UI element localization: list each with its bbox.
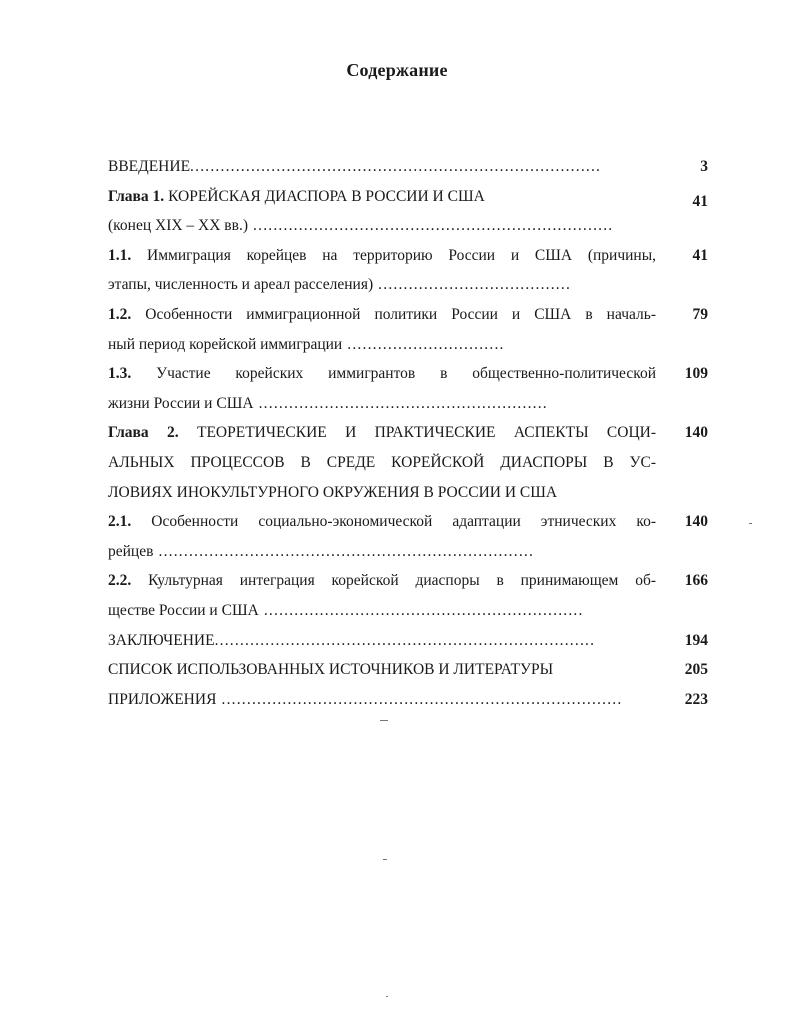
toc-entry-section-2-2[interactable] <box>108 566 708 625</box>
toc-dot-leader: ............................... <box>342 335 505 353</box>
toc-line <box>108 478 656 508</box>
toc-entry-title: Участие корейских иммигрантов в общественно-политической <box>156 365 656 383</box>
toc-line <box>108 211 656 241</box>
toc-line <box>108 330 656 360</box>
toc-dot-leader: .......................................................................... <box>153 542 535 560</box>
toc-page-number: 41 <box>692 192 708 210</box>
toc-line <box>108 152 656 182</box>
toc-dot-leader: ................................................................................. <box>190 158 602 175</box>
scan-speck <box>749 523 752 524</box>
toc-line <box>108 389 656 419</box>
toc-line <box>108 418 656 448</box>
toc-page-number: 79 <box>692 305 708 323</box>
toc-entry-title-cont: жизни России и США <box>108 394 254 412</box>
page-title: Содержание <box>346 60 448 80</box>
toc-line <box>108 300 656 330</box>
toc-dot-leader: ...................................... <box>373 276 572 294</box>
toc-entry-title: ТЕОРЕТИЧЕСКИЕ И ПРАКТИЧЕСКИЕ АСПЕКТЫ СОЦИ- <box>196 424 656 442</box>
toc-page-number: 140 <box>684 513 708 531</box>
toc-page-number: 3 <box>700 158 708 175</box>
toc-entry-number: 1.3. <box>108 365 132 383</box>
toc-entry-number: 1.2. <box>108 305 132 323</box>
toc-line <box>108 507 656 537</box>
toc-line <box>108 359 656 389</box>
toc-entry-title: Культурная интеграция корейской диаспоры в принимающем об- <box>148 572 656 590</box>
toc-entry-title-cont: (конец XIX – XX вв.) <box>108 217 248 235</box>
toc-line <box>108 182 656 212</box>
toc-entry-title-cont: ществе России и США <box>108 601 259 619</box>
toc-page-number: 223 <box>684 690 708 708</box>
toc-line <box>108 241 656 271</box>
toc-entry-section-2-1[interactable] <box>108 507 708 566</box>
toc-entry-title: КОРЕЙСКАЯ ДИАСПОРА В РОССИИ И США <box>168 187 485 205</box>
toc-page-number: 41 <box>692 246 708 264</box>
toc-dot-leader: ............................................................................... <box>216 690 623 708</box>
scan-speck <box>383 859 387 860</box>
toc-dot-leader: ......................................................... <box>253 394 548 412</box>
toc-entry-appendices[interactable] <box>108 685 708 715</box>
toc-entry-number: Глава 2. <box>108 424 179 442</box>
toc-entry-section-1-1[interactable] <box>108 241 708 300</box>
toc-page-number: 205 <box>684 661 708 679</box>
toc-entry-title-cont: АЛЬНЫХ ПРОЦЕССОВ В СРЕДЕ КОРЕЙСКОЙ ДИАСПОРЫ В УС- <box>108 453 656 471</box>
toc-entry-title: СПИСОК ИСПОЛЬЗОВАННЫХ ИСТОЧНИКОВ И ЛИТЕРАТУРЫ <box>108 661 554 679</box>
toc-entry-title-cont: ЛОВИЯХ ИНОКУЛЬТУРНОГО ОКРУЖЕНИЯ В РОССИИ И США <box>108 483 558 501</box>
toc-entry-number: Глава 1. <box>108 187 165 205</box>
toc-entry-bibliography[interactable] <box>108 655 708 685</box>
toc-entry-section-1-2[interactable] <box>108 300 708 359</box>
toc-entry-number: 1.1. <box>108 246 132 264</box>
toc-dot-leader: ............................................................... <box>258 601 584 619</box>
toc-page-number: 140 <box>684 424 708 442</box>
toc-entry-title-cont: ный период корейской иммиграции <box>108 335 343 353</box>
toc-entry-section-1-3[interactable] <box>108 359 708 418</box>
toc-entry-title: Иммиграция корейцев на территорию России и США (причины, <box>147 246 656 264</box>
toc-dot-leader: ........................................................................... <box>214 631 596 649</box>
toc-entry-title: ПРИЛОЖЕНИЯ <box>108 690 217 708</box>
toc-entry-title-cont: этапы, численность и ареал расселения) <box>108 276 374 294</box>
toc-line <box>108 685 656 715</box>
toc-dot-leader: ....................................................................... <box>247 217 614 235</box>
toc-entry-title: ЗАКЛЮЧЕНИЕ <box>108 631 215 649</box>
toc-line <box>108 626 656 656</box>
toc-page-number: 109 <box>684 365 708 383</box>
toc-entry-title: Особенности социально-экономической адаптации этнических ко- <box>151 513 656 531</box>
scan-speck <box>380 720 388 721</box>
toc-line <box>108 655 656 685</box>
toc-line <box>108 537 656 567</box>
scan-speck <box>386 996 388 997</box>
toc-entry-introduction[interactable] <box>108 152 708 182</box>
toc-entry-title: Особенности иммиграционной политики России и США в началь- <box>145 305 656 323</box>
toc-line <box>108 270 656 300</box>
toc-entry-title-cont: рейцев <box>108 542 154 560</box>
toc-entry-title: ВВЕДЕНИЕ <box>108 158 191 175</box>
toc-entry-conclusion[interactable] <box>108 626 708 656</box>
toc-line <box>108 566 656 596</box>
toc-entry-number: 2.1. <box>108 513 132 531</box>
toc-entry-number: 2.2. <box>108 572 132 590</box>
toc-entry-chapter-1[interactable] <box>108 182 708 241</box>
table-of-contents <box>108 152 708 714</box>
toc-line <box>108 596 656 626</box>
toc-page-number: 166 <box>684 572 708 590</box>
toc-entry-chapter-2[interactable] <box>108 418 708 507</box>
toc-page-number: 194 <box>684 631 708 649</box>
toc-line <box>108 448 656 478</box>
